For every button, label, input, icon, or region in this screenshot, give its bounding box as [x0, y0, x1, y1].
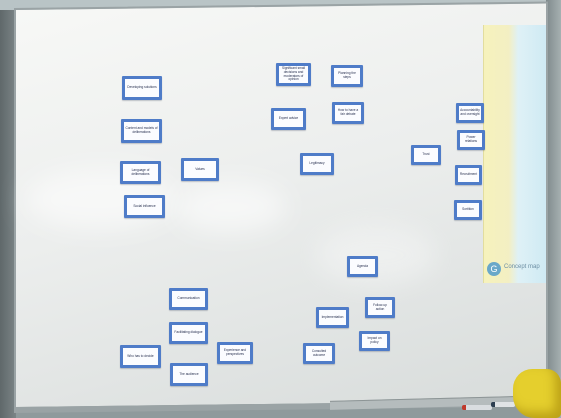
concept-card: Significant small decisions and moderators of opinion — [276, 63, 311, 86]
concept-card: Expert advice — [271, 108, 306, 130]
right-wall — [546, 0, 561, 418]
concept-card: Consulted outcome — [303, 343, 335, 364]
marker-pen — [462, 405, 492, 410]
concept-card: Accountability and oversight — [456, 103, 484, 123]
concept-card: Social influence — [124, 195, 165, 218]
concept-card: Agenda — [347, 256, 378, 277]
concept-card: Planning the steps — [331, 65, 363, 87]
concept-card: Sortition — [454, 200, 482, 220]
concept-card: Language of deliberations — [120, 161, 161, 184]
concept-card: Facilitating dialogue — [169, 322, 208, 344]
concept-card: Developing solutions — [122, 76, 162, 100]
concept-card: Impact on policy — [359, 331, 390, 351]
projector-logo-icon: G — [487, 262, 501, 276]
concept-card: Who has to decide — [120, 345, 161, 368]
concept-card: Communication — [169, 288, 208, 310]
concept-card: Trust — [411, 145, 441, 165]
light-glare — [176, 182, 286, 233]
concept-card: The audience — [170, 363, 208, 386]
marker-pen — [491, 402, 515, 407]
concept-card: Legitimacy — [300, 153, 334, 175]
concept-card: Values — [181, 158, 219, 181]
yellow-cloth — [513, 369, 561, 418]
concept-card: Follow-up action — [365, 297, 395, 318]
concept-card: Content and models of deliberations — [121, 119, 162, 143]
concept-card: How to have a fair debate — [332, 102, 364, 124]
projection-caption: Concept map — [504, 264, 540, 270]
concept-card: Implementation — [316, 307, 349, 328]
projected-screen — [483, 25, 546, 283]
concept-card: Power relations — [457, 130, 485, 150]
concept-card: Experience and perspectives — [217, 342, 253, 364]
concept-card: Recruitment — [455, 165, 482, 185]
